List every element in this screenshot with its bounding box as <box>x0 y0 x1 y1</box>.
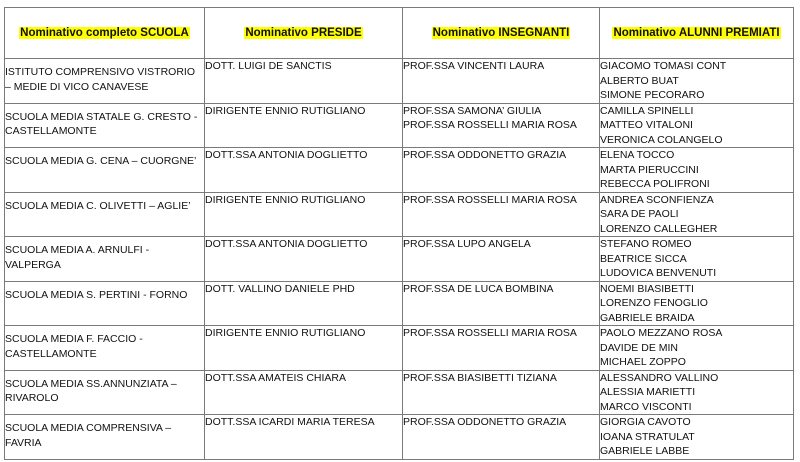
students-cell-line: MICHAEL ZOPPO <box>600 356 686 368</box>
school-cell-line: VALPERGA <box>5 258 61 271</box>
table-row <box>5 59 794 104</box>
students-cell <box>600 148 794 193</box>
school-cell-line: SCUOLA MEDIA G. CENA – CUORGNE’ <box>5 155 197 167</box>
header-students: Nominativo ALUNNI PREMIATI <box>600 8 794 59</box>
table-row <box>5 281 794 326</box>
students-cell-line: IOANA STRATULAT <box>600 430 695 443</box>
students-cell-line: DAVIDE DE MIN <box>600 341 678 354</box>
principal-cell-line: DOTT. VALLINO DANIELE PHD <box>205 282 355 295</box>
students-cell <box>600 237 794 282</box>
teachers-cell <box>403 281 600 326</box>
principal-cell <box>205 415 403 460</box>
principal-cell <box>205 326 403 371</box>
teachers-cell-line: PROF.SSA ODDONETTO GRAZIA <box>403 149 567 161</box>
students-cell-line: GABRIELE BRAIDA <box>600 311 695 324</box>
school-cell <box>5 103 205 148</box>
teachers-cell-line: PROF.SSA ROSSELLI MARIA ROSA <box>403 327 577 339</box>
principal-cell-line: DOTT.SSA ANTONIA DOGLIETTO <box>205 149 368 161</box>
students-cell-line: ANDREA SCONFIENZA <box>600 193 714 206</box>
students-cell-line: GABRIELE LABBE <box>600 445 690 457</box>
students-cell-line: ALESSIA MARIETTI <box>600 386 696 398</box>
principal-cell <box>205 148 403 193</box>
school-cell-line: SCUOLA MEDIA C. OLIVETTI – AGLIE’ <box>5 199 191 212</box>
school-cell-line: SCUOLA MEDIA STATALE G. CRESTO - <box>5 110 198 123</box>
header-school: Nominativo completo SCUOLA <box>5 8 205 59</box>
teachers-cell <box>403 148 600 193</box>
teachers-cell <box>403 326 600 371</box>
principal-cell-line: DIRIGENTE ENNIO RUTIGLIANO <box>205 104 366 117</box>
teachers-cell-line: PROF.SSA BIASIBETTI TIZIANA <box>403 371 557 384</box>
students-cell-line: STEFANO ROMEO <box>600 238 692 250</box>
students-cell-line: VERONICA COLANGELO <box>600 133 723 146</box>
students-cell-line: ELENA TOCCO <box>600 149 675 161</box>
principal-cell <box>205 192 403 237</box>
principal-cell-line: DOTT.SSA ANTONIA DOGLIETTO <box>205 238 368 250</box>
students-cell-line: GIORGIA CAVOTO <box>600 416 691 428</box>
teachers-cell <box>403 192 600 237</box>
awards-table <box>4 7 794 460</box>
students-cell-line: GIACOMO TOMASI CONT <box>600 60 727 72</box>
principal-cell-line: DIRIGENTE ENNIO RUTIGLIANO <box>205 327 366 339</box>
principal-cell <box>205 281 403 326</box>
school-cell-line: SCUOLA MEDIA A. ARNULFI - <box>5 244 150 256</box>
students-cell-line: ALESSANDRO VALLINO <box>600 371 719 384</box>
students-cell <box>600 415 794 460</box>
school-cell <box>5 59 205 104</box>
students-cell-line: SIMONE PECORARO <box>600 89 705 101</box>
students-cell-line: ALBERTO BUAT <box>600 74 679 87</box>
table-row <box>5 192 794 237</box>
principal-cell <box>205 370 403 415</box>
students-cell <box>600 192 794 237</box>
header-principal: Nominativo PRESIDE <box>205 8 403 59</box>
students-cell <box>600 59 794 104</box>
teachers-cell-line: PROF.SSA LUPO ANGELA <box>403 238 531 250</box>
school-cell-line: SCUOLA MEDIA COMPRENSIVA – <box>5 422 172 434</box>
students-cell <box>600 103 794 148</box>
principal-cell <box>205 237 403 282</box>
students-cell-line: BEATRICE SICCA <box>600 252 687 265</box>
header-teachers: Nominativo INSEGNANTI <box>403 8 600 59</box>
teachers-cell <box>403 370 600 415</box>
school-cell-line: ISTITUTO COMPRENSIVO VISTRORIO <box>5 66 195 78</box>
school-cell <box>5 237 205 282</box>
teachers-cell-line: PROF.SSA VINCENTI LAURA <box>403 60 545 72</box>
table-row <box>5 415 794 460</box>
table-row <box>5 103 794 148</box>
principal-cell <box>205 59 403 104</box>
school-cell <box>5 326 205 371</box>
teachers-cell-line: PROF.SSA ROSSELLI MARIA ROSA <box>403 193 577 206</box>
school-cell-line: SCUOLA MEDIA SS.ANNUNZIATA – <box>5 377 177 390</box>
school-cell-line: RIVAROLO <box>5 392 59 404</box>
students-cell-line: MATTEO VITALONI <box>600 119 693 131</box>
students-cell-line: MARTA PIERUCCINI <box>600 163 699 176</box>
header-row <box>5 8 794 59</box>
table-row <box>5 370 794 415</box>
teachers-cell-line: PROF.SSA ROSSELLI MARIA ROSA <box>403 119 577 131</box>
principal-cell <box>205 103 403 148</box>
students-cell-line: LUDOVICA BENVENUTI <box>600 267 717 279</box>
school-cell-line: FAVRIA <box>5 436 42 449</box>
school-cell <box>5 148 205 193</box>
students-cell <box>600 281 794 326</box>
table-row <box>5 326 794 371</box>
students-cell-line: PAOLO MEZZANO ROSA <box>600 327 723 339</box>
school-cell-line: SCUOLA MEDIA F. FACCIO - <box>5 333 143 345</box>
school-cell-line: CASTELLAMONTE <box>5 347 97 360</box>
students-cell-line: MARCO VISCONTI <box>600 400 692 413</box>
teachers-cell-line: PROF.SSA ODDONETTO GRAZIA <box>403 416 567 428</box>
students-cell-line: LORENZO FENOGLIO <box>600 297 708 309</box>
principal-cell-line: DOTT.SSA ICARDI MARIA TERESA <box>205 416 375 428</box>
students-cell-line: NOEMI BIASIBETTI <box>600 282 694 295</box>
school-cell-line: SCUOLA MEDIA S. PERTINI - FORNO <box>5 288 188 301</box>
school-cell-line: CASTELLAMONTE <box>5 125 97 137</box>
teachers-cell <box>403 103 600 148</box>
students-cell-line: REBECCA POLIFRONI <box>600 178 710 190</box>
school-cell <box>5 370 205 415</box>
teachers-cell-line: PROF.SSA DE LUCA BOMBINA <box>403 282 554 295</box>
teachers-cell <box>403 237 600 282</box>
principal-cell-line: DIRIGENTE ENNIO RUTIGLIANO <box>205 193 366 206</box>
students-cell <box>600 326 794 371</box>
school-cell <box>5 281 205 326</box>
teachers-cell-line: PROF.SSA SAMONA’ GIULIA <box>403 104 542 117</box>
students-cell-line: SARA DE PAOLI <box>600 208 679 220</box>
school-cell <box>5 192 205 237</box>
students-cell-line: LORENZO CALLEGHER <box>600 222 718 235</box>
school-cell-line: – MEDIE DI VICO CANAVESE <box>5 80 149 93</box>
table-row <box>5 148 794 193</box>
principal-cell-line: DOTT.SSA AMATEIS CHIARA <box>205 371 347 384</box>
teachers-cell <box>403 59 600 104</box>
principal-cell-line: DOTT. LUIGI DE SANCTIS <box>205 60 332 72</box>
table-row <box>5 237 794 282</box>
students-cell <box>600 370 794 415</box>
students-cell-line: CAMILLA SPINELLI <box>600 104 694 117</box>
school-cell <box>5 415 205 460</box>
teachers-cell <box>403 415 600 460</box>
